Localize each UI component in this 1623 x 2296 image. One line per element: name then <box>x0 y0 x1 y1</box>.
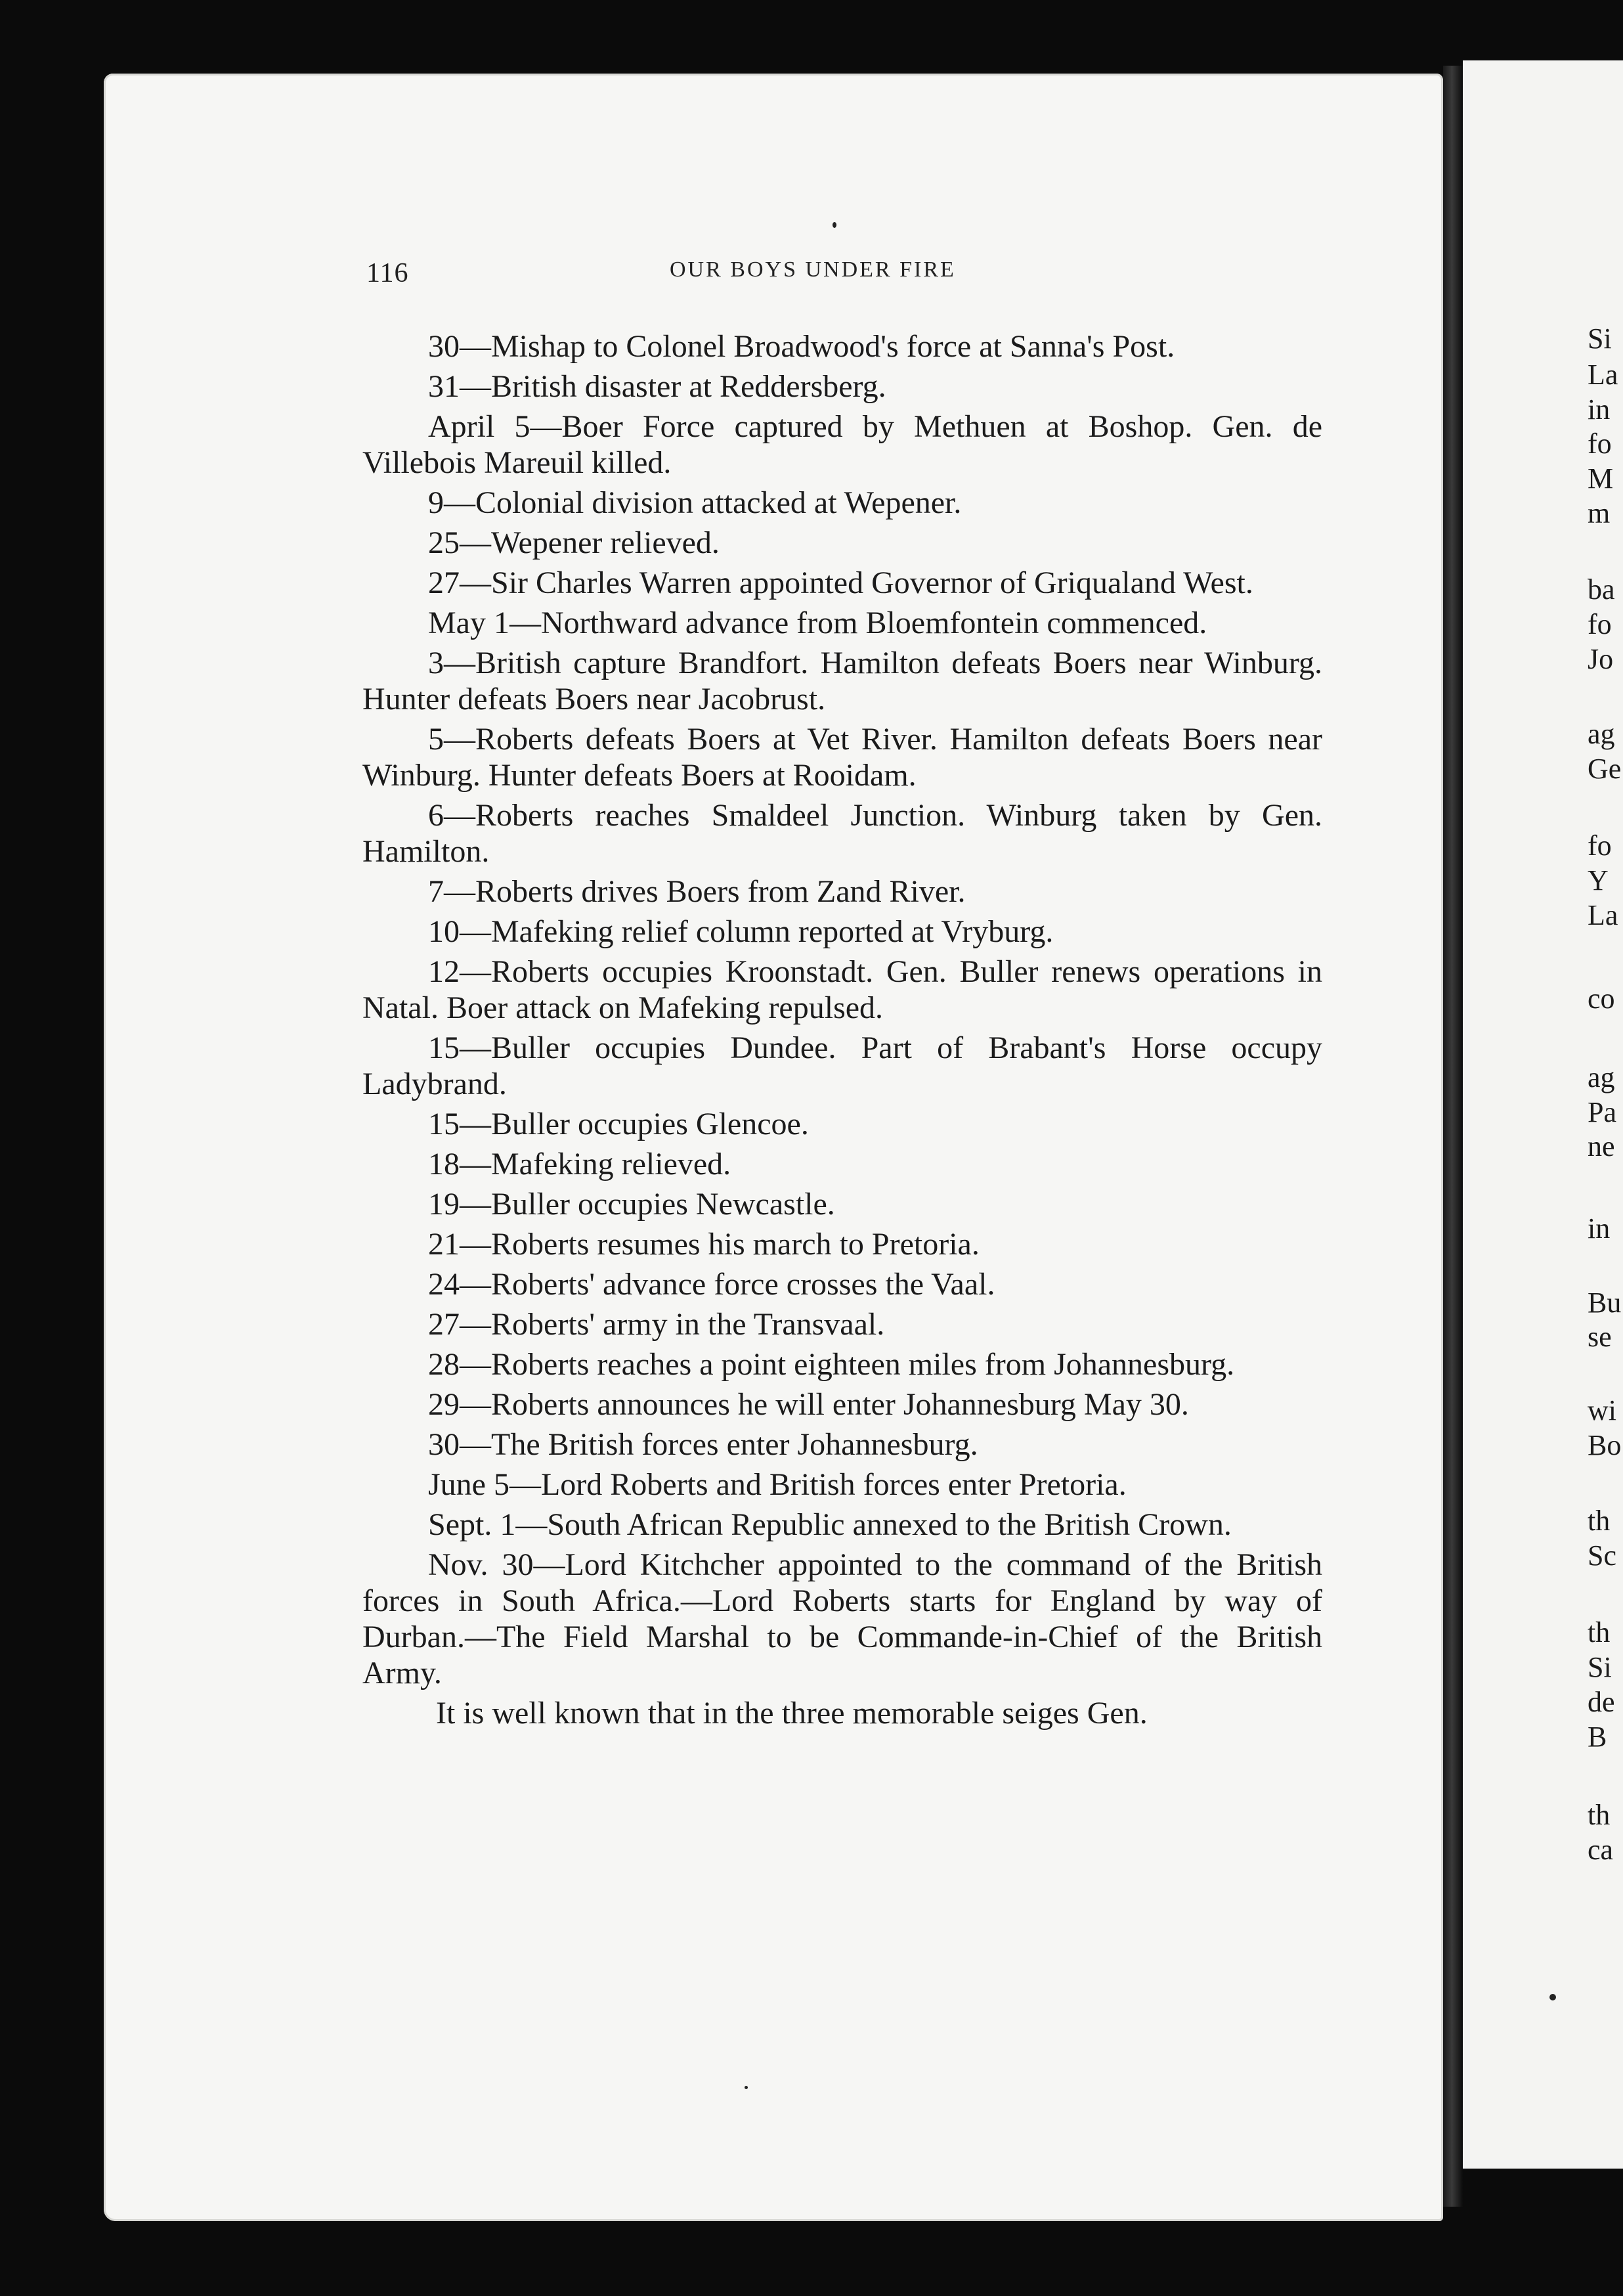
entry-line: 30—The British forces enter Johannesburg. <box>428 1427 978 1462</box>
ink-speck <box>745 2086 748 2089</box>
entry-line: 3—British capture Brandfort. Hamilton defeats Boers near Winburg. Hunter defeats Boers near Jacobrust. <box>362 646 1322 717</box>
facing-page-fragment: de <box>1588 1686 1615 1718</box>
facing-page-fragment: in <box>1588 1212 1611 1245</box>
facing-page-fragment: La <box>1588 359 1618 391</box>
facing-page-fragment: Y <box>1588 864 1609 896</box>
facing-page-fragment: ag <box>1588 718 1615 750</box>
entry-line: May 1—Northward advance from Bloemfontein commenced. <box>428 606 1207 640</box>
facing-page-fragment: th <box>1588 1616 1611 1648</box>
chronology-text <box>362 328 1322 1735</box>
entry-line: 21—Roberts resumes his march to Pretoria. <box>428 1227 980 1262</box>
entry-line: Sept. 1—South African Republic annexed to the British Crown. <box>428 1507 1232 1542</box>
facing-page-fragment: fo <box>1588 829 1612 862</box>
entry-line: 9—Colonial division attacked at Wepener. <box>428 485 962 520</box>
ink-speck <box>1549 1994 1556 2000</box>
book-gutter <box>1443 66 1463 2207</box>
facing-page-fragment: Sc <box>1588 1539 1616 1572</box>
running-title: OUR BOYS UNDER FIRE <box>670 257 956 282</box>
entry-line: 31—British disaster at Reddersberg. <box>428 369 886 404</box>
facing-page-fragment: co <box>1588 982 1615 1015</box>
entry-line: 29—Roberts announces he will enter Johannesburg May 30. <box>428 1387 1189 1422</box>
ink-speck <box>833 222 836 228</box>
entry-line: 27—Sir Charles Warren appointed Governor of Griqualand West. <box>428 565 1253 600</box>
entry-line: 24—Roberts' advance force crosses the Vaal. <box>428 1267 995 1302</box>
facing-page-fragment: Pa <box>1588 1096 1616 1128</box>
entry-line: 25—Wepener relieved. <box>428 525 720 560</box>
facing-page-text <box>1588 0 1623 2296</box>
facing-page-fragment: Bu <box>1588 1287 1622 1319</box>
facing-page-fragment: th <box>1588 1799 1611 1831</box>
facing-page-fragment: ag <box>1588 1061 1615 1093</box>
facing-page-fragment: ne <box>1588 1130 1615 1162</box>
facing-page-fragment: th <box>1588 1505 1611 1537</box>
entry-line: 5—Roberts defeats Boers at Vet River. Hamilton defeats Boers near Winburg. Hunter defeats Boers at Rooidam. <box>362 722 1322 793</box>
entry-line: 7—Roberts drives Boers from Zand River. <box>428 874 966 909</box>
facing-page-fragment: Jo <box>1588 643 1614 675</box>
entry-line: Nov. 30—Lord Kitchcher appointed to the command of the British forces in South Africa.—Lord Roberts starts for England by way of Durban.—The Field Marshal to be Commande-in-Chief of the British Army. <box>362 1547 1322 1690</box>
facing-page-fragment: ba <box>1588 573 1615 606</box>
facing-page-fragment: m <box>1588 497 1611 529</box>
facing-page-fragment: M <box>1588 462 1614 495</box>
page-number: 116 <box>366 258 409 288</box>
facing-page-fragment: Bo <box>1588 1429 1622 1461</box>
facing-page-fragment: ca <box>1588 1834 1614 1866</box>
facing-page-fragment: in <box>1588 393 1611 426</box>
entry-line: 15—Buller occupies Glencoe. <box>428 1107 809 1141</box>
entry-line: 18—Mafeking relieved. <box>428 1147 731 1181</box>
entry-line: April 5—Boer Force captured by Methuen at Boshop. Gen. de Villebois Mareuil killed. <box>362 409 1322 480</box>
entry-line: 28—Roberts reaches a point eighteen miles from Johannesburg. <box>428 1347 1235 1382</box>
facing-page-fragment: La <box>1588 899 1618 931</box>
entry-line: June 5—Lord Roberts and British forces enter Pretoria. <box>428 1467 1127 1502</box>
entry-line: 19—Buller occupies Newcastle. <box>428 1187 835 1222</box>
facing-page-fragment: fo <box>1588 428 1612 460</box>
entry-line: 10—Mafeking relief column reported at Vryburg. <box>428 914 1054 949</box>
facing-page-fragment: B <box>1588 1721 1607 1753</box>
facing-page-fragment: Ge <box>1588 753 1622 785</box>
entry-line: 6—Roberts reaches Smaldeel Junction. Winburg taken by Gen. Hamilton. <box>362 798 1322 869</box>
facing-page-fragment: Si <box>1588 322 1612 355</box>
facing-page-fragment: se <box>1588 1321 1612 1353</box>
entry-line: 12—Roberts occupies Kroonstadt. Gen. Buller renews operations in Natal. Boer attack on Mafeking repulsed. <box>362 954 1322 1025</box>
closing-line: It is well known that in the three memorable seiges Gen. <box>436 1696 1148 1731</box>
facing-page-fragment: Si <box>1588 1651 1612 1683</box>
entry-line: 27—Roberts' army in the Transvaal. <box>428 1307 885 1342</box>
entry-line: 15—Buller occupies Dundee. Part of Brabant's Horse occupy Ladybrand. <box>362 1030 1322 1101</box>
entry-line: 30—Mishap to Colonel Broadwood's force at Sanna's Post. <box>428 329 1175 364</box>
facing-page-fragment: wi <box>1588 1394 1616 1426</box>
facing-page-fragment: fo <box>1588 608 1612 640</box>
